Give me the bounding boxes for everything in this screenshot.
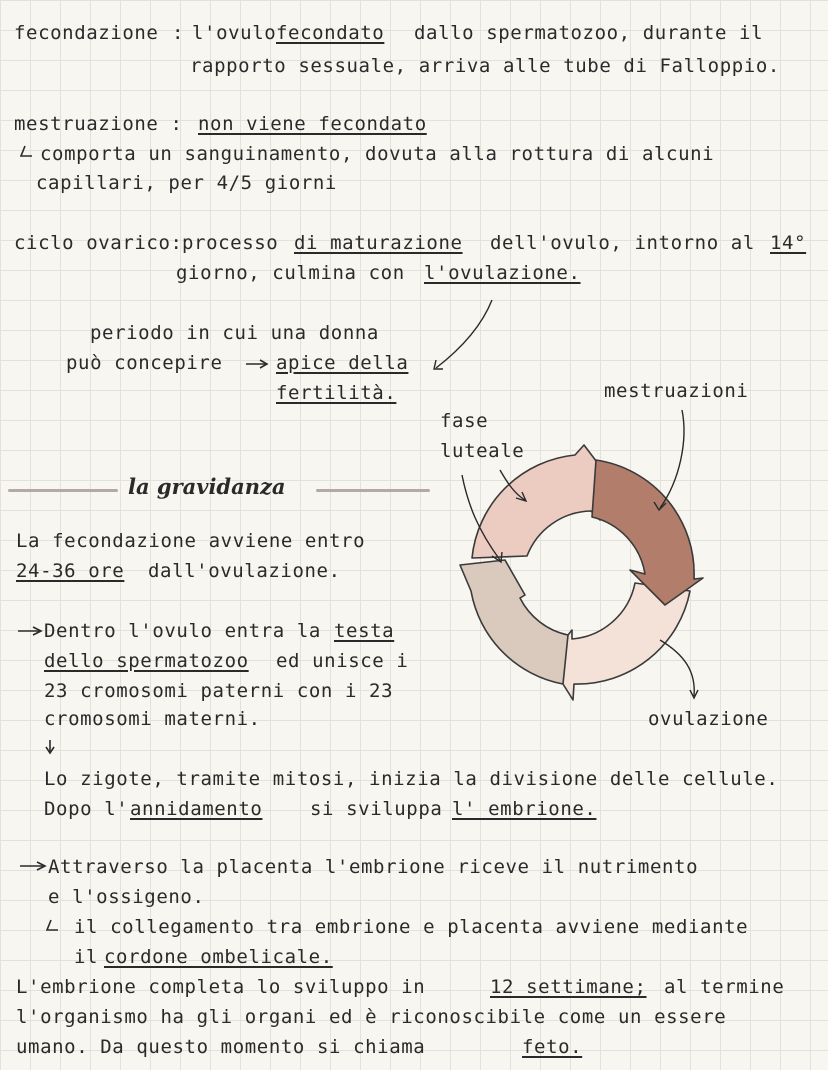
- right-arrow-icon: [20, 862, 45, 870]
- p4-line1: Attraverso la placenta l'embrione riceve il nutrimento: [48, 856, 699, 878]
- def-fecondazione-b: fecondato: [276, 22, 385, 44]
- segment-fase-dark: [460, 560, 568, 684]
- periodo-line1: periodo in cui una donna: [90, 322, 379, 344]
- hook-arrow-icon: [47, 920, 58, 930]
- cycle-diagram: [460, 445, 703, 700]
- down-arrow-icon: [46, 740, 54, 753]
- mestruazione-line2: comporta un sanguinamento, dovuta alla rottura di alcuni: [40, 143, 715, 165]
- label-ovulazione: ovulazione: [648, 708, 769, 730]
- term-mestruazione: mestruazione :: [14, 113, 183, 135]
- def-fecondazione-c: dallo spermatozoo, durante il: [414, 22, 764, 44]
- ciclo-a: processo: [182, 232, 279, 254]
- p5-line1-c: al termine: [664, 976, 785, 998]
- ciclo-b: di maturazione: [294, 232, 463, 254]
- ciclo-line2-a: giorno, culmina con: [176, 262, 405, 284]
- ciclo-line2-b: l'ovulazione.: [424, 262, 581, 284]
- p1-line1: La fecondazione avviene entro: [16, 530, 366, 552]
- p2-line1-b: testa: [334, 620, 395, 642]
- p5-line2: l'organismo ha gli organi ed è riconoscibile come un essere: [16, 1006, 727, 1028]
- p1-line2-a: 24-36 ore: [16, 560, 125, 582]
- ciclo-c: dell'ovulo, intorno al: [490, 232, 755, 254]
- p4-line4-b: cordone ombelicale.: [104, 946, 333, 968]
- p5-line3-a: umano. Da questo momento si chiama: [16, 1036, 426, 1058]
- segment-mestruazioni: [592, 460, 703, 605]
- p3-line2-a: Dopo l': [44, 798, 129, 820]
- hook-arrow-icon: [21, 146, 32, 156]
- p5-line3-b: feto.: [522, 1036, 583, 1058]
- p2-line2-a: dello spermatozoo: [44, 650, 249, 672]
- label-luteale: luteale: [440, 440, 525, 462]
- periodo-line3: fertilità.: [276, 382, 397, 404]
- right-arrow-icon: [18, 627, 41, 635]
- p4-line3: il collegamento tra embrione e placenta avviene mediante: [74, 916, 749, 938]
- section-title: la gravidanza: [128, 474, 286, 499]
- periodo-line2-b: apice della: [276, 352, 409, 374]
- p2-line4: cromosomi materni.: [44, 708, 261, 730]
- p2-line1-a: Dentro l'ovulo entra la: [44, 620, 321, 642]
- ciclo-d: 14°: [770, 232, 807, 254]
- p4-line4-a: il: [74, 946, 99, 968]
- mestruazione-line3: capillari, per 4/5 giorni: [36, 172, 337, 194]
- p3-line2-c: si sviluppa: [310, 798, 443, 820]
- label-fase: fase: [440, 410, 489, 432]
- p3-line1: Lo zigote, tramite mitosi, inizia la divisione delle cellule.: [44, 768, 779, 790]
- def-mestruazione: non viene fecondato: [198, 113, 427, 135]
- p3-line2-b: annidamento: [130, 798, 263, 820]
- p5-line1-b: 12 settimane;: [490, 976, 647, 998]
- p3-line2-d: l' embrione.: [452, 798, 597, 820]
- curved-arrow-icon: [434, 300, 492, 369]
- periodo-line2-a: può concepire: [66, 352, 223, 374]
- p1-line2-b: dall'ovulazione.: [148, 560, 341, 582]
- label-mestruazioni: mestruazioni: [604, 380, 749, 402]
- p2-line3: 23 cromosomi paterni con i 23: [44, 680, 394, 702]
- p2-line2-b: ed unisce i: [276, 650, 409, 672]
- def-fecondazione-line2: rapporto sessuale, arriva alle tube di Falloppio.: [190, 55, 780, 77]
- p5-line1-a: L'embrione completa lo sviluppo in: [16, 976, 426, 998]
- def-fecondazione-a: l'ovulo: [192, 22, 277, 44]
- term-ciclo-ovarico: ciclo ovarico:: [14, 232, 183, 254]
- right-arrow-icon: [246, 360, 267, 368]
- term-fecondazione: fecondazione: [14, 22, 159, 44]
- colon: :: [172, 22, 185, 44]
- p4-line2: e l'ossigeno.: [48, 886, 205, 908]
